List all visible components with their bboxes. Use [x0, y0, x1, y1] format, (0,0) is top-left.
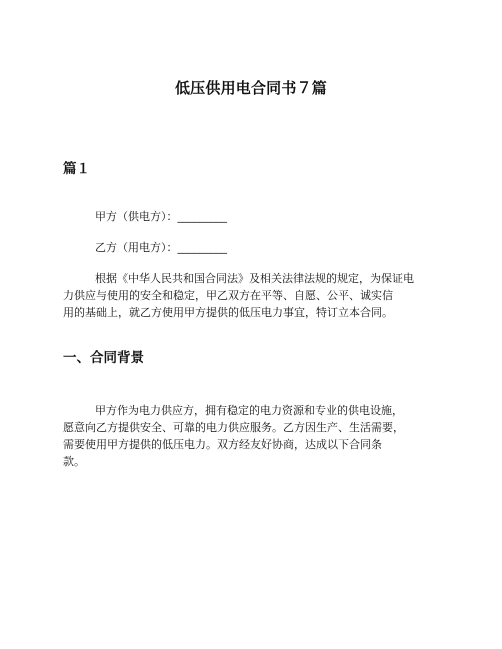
paragraph-line: 用的基础上，就乙方使用甲方提供的低压电力事宜，特订立本合同。	[63, 306, 393, 319]
chapter-heading: 篇１	[63, 161, 90, 177]
paragraph-line: 甲方作为电力供应方，拥有稳定的电力资源和专业的供电设施，	[95, 404, 403, 417]
paragraph-line: 款。	[63, 455, 85, 468]
party-b-line: 乙方（用电方）：_________	[95, 241, 227, 254]
party-a-line: 甲方（供电方）：_________	[95, 210, 227, 223]
paragraph-line: 需要使用甲方提供的低压电力。双方经友好协商，达成以下合同条	[63, 438, 382, 451]
document-title: 低压供用电合同书７篇	[174, 79, 327, 97]
background-paragraph	[63, 403, 443, 471]
paragraph-line: 力供应与使用的安全和稳定，甲乙双方在平等、自愿、公平、诚实信	[63, 289, 393, 302]
preamble-paragraph	[63, 271, 443, 322]
paragraph-line: 根据《中华人民共和国合同法》及相关法律法规的规定，为保证电	[95, 272, 414, 285]
paragraph-line: 愿意向乙方提供安全、可靠的电力供应服务。乙方因生产、生活需要，	[63, 421, 404, 434]
section-heading: 一、合同背景	[63, 350, 144, 366]
